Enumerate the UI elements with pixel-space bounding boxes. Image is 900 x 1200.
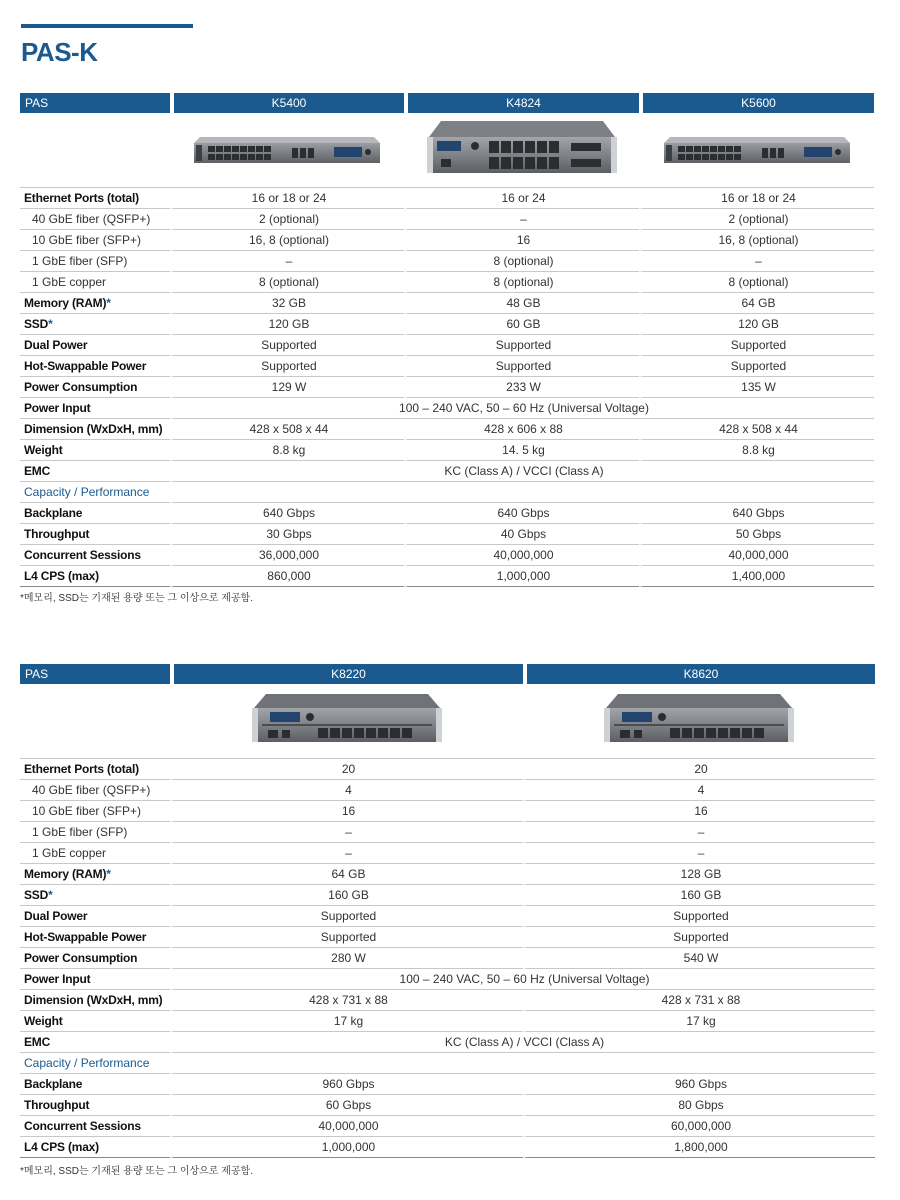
row-label [20, 780, 170, 801]
value-cell: 160 GB [523, 885, 875, 906]
value-cell: 16 or 18 or 24 [639, 188, 874, 209]
row-label-text: 1 GbE copper [32, 846, 107, 860]
row-label [20, 314, 170, 335]
value-cell: 48 GB [404, 293, 639, 314]
row-label [20, 990, 170, 1011]
row-label [20, 503, 170, 524]
value-cell: Supported [523, 906, 875, 927]
row-label [20, 801, 170, 822]
row-label-text: Concurrent Sessions [24, 1119, 141, 1133]
value-cell: 860,000 [170, 566, 404, 587]
value-cell: 20 [170, 759, 523, 780]
row-label [20, 1011, 170, 1032]
value-cell: 16, 8 (optional) [170, 230, 404, 251]
value-cell: 60 GB [404, 314, 639, 335]
spec-row-ssd [20, 885, 875, 906]
value-cell: 8 (optional) [639, 272, 874, 293]
spec-row-memory-ram [20, 293, 874, 314]
value-cell: – [170, 822, 523, 843]
row-label-text: Dual Power [24, 338, 88, 352]
row-label-text: L4 CPS (max) [24, 569, 99, 583]
row-label [20, 209, 170, 230]
footnote-marker: * [48, 317, 53, 331]
rack-server-1u-image [194, 131, 380, 167]
spec-row-throughput [20, 1095, 875, 1116]
value-cell: – [170, 843, 523, 864]
spec-row-dual-power [20, 335, 874, 356]
row-label-text: Dual Power [24, 909, 88, 923]
row-label-text: EMC [24, 464, 51, 478]
row-label-text: Weight [24, 1014, 63, 1028]
value-cell: 120 GB [170, 314, 404, 335]
value-cell: 40,000,000 [404, 545, 639, 566]
value-cell: Supported [170, 356, 404, 377]
merged-value-cell: 100 – 240 VAC, 50 – 60 Hz (Universal Voltage) [170, 398, 874, 419]
value-cell: 2 (optional) [170, 209, 404, 230]
footnote: *메모리, SSD는 기재된 용량 또는 그 이상으로 제공함. [20, 593, 253, 604]
section-header-row [20, 482, 874, 503]
row-label [20, 335, 170, 356]
spec-row-1-gbe-fiber-sfp [20, 251, 874, 272]
value-cell: 8 (optional) [404, 272, 639, 293]
value-cell: 32 GB [170, 293, 404, 314]
row-label [20, 927, 170, 948]
value-cell: 20 [523, 759, 875, 780]
value-cell: 8 (optional) [170, 272, 404, 293]
product-image-k8220 [170, 684, 523, 759]
value-cell: 40 Gbps [404, 524, 639, 545]
value-cell: Supported [170, 906, 523, 927]
spec-row-backplane [20, 1074, 875, 1095]
spec-row-l4-cps-max [20, 566, 874, 587]
row-label [20, 188, 170, 209]
value-cell: 160 GB [170, 885, 523, 906]
row-label-text: EMC [24, 1035, 51, 1049]
spec-row-power-consumption [20, 377, 874, 398]
value-cell: 960 Gbps [170, 1074, 523, 1095]
row-label-text: Power Input [24, 401, 91, 415]
row-label [20, 1032, 170, 1053]
value-cell: 80 Gbps [523, 1095, 875, 1116]
spec-row-hot-swappable-power [20, 927, 875, 948]
row-label [20, 1116, 170, 1137]
row-label [20, 293, 170, 314]
table-header-row [20, 93, 874, 113]
value-cell: 16, 8 (optional) [639, 230, 874, 251]
section-spacer-cell [170, 1053, 875, 1074]
value-cell: – [404, 209, 639, 230]
product-image-k5400 [170, 113, 404, 188]
value-cell: 233 W [404, 377, 639, 398]
row-label [20, 566, 170, 587]
value-cell: – [523, 843, 875, 864]
spec-row-power-input [20, 969, 875, 990]
footnote-marker: * [106, 296, 111, 310]
row-label-text: Power Consumption [24, 951, 138, 965]
spec-row-10-gbe-fiber-sfp [20, 801, 875, 822]
value-cell: 280 W [170, 948, 523, 969]
page-title: PAS-K [21, 37, 98, 67]
rack-server-2u-image [427, 119, 617, 179]
value-cell: 2 (optional) [639, 209, 874, 230]
row-label-text: Memory (RAM) [24, 867, 107, 881]
row-label-text: 1 GbE fiber (SFP) [32, 254, 128, 268]
product-image-k8620 [523, 684, 875, 759]
row-label [20, 356, 170, 377]
spec-row-backplane [20, 503, 874, 524]
spec-row-1-gbe-fiber-sfp [20, 822, 875, 843]
row-label-text: SSD [24, 888, 49, 902]
footnote-marker: * [106, 867, 111, 881]
spec-row-ssd [20, 314, 874, 335]
model-header-k8620: K8620 [523, 664, 875, 684]
table-header-row [20, 664, 875, 684]
value-cell: 129 W [170, 377, 404, 398]
value-cell: Supported [404, 356, 639, 377]
spec-row-dual-power [20, 906, 875, 927]
value-cell: 135 W [639, 377, 874, 398]
row-label-text: Memory (RAM) [24, 296, 107, 310]
product-image-row [20, 113, 874, 188]
row-label-text: 10 GbE fiber (SFP+) [32, 233, 142, 247]
value-cell: Supported [170, 335, 404, 356]
value-cell: 17 kg [523, 1011, 875, 1032]
value-cell: 4 [170, 780, 523, 801]
row-label-text: Capacity / Performance [24, 485, 150, 499]
model-header-k8220: K8220 [170, 664, 523, 684]
spec-row-dimension-wxdxh-mm [20, 419, 874, 440]
value-cell: 1,800,000 [523, 1137, 875, 1158]
spec-row-power-consumption [20, 948, 875, 969]
model-header-k5600: K5600 [639, 93, 874, 113]
merged-value-cell: KC (Class A) / VCCI (Class A) [170, 461, 874, 482]
spec-row-ethernet-ports-total [20, 188, 874, 209]
row-label-text: Backplane [24, 1077, 83, 1091]
row-label-text: 40 GbE fiber (QSFP+) [32, 212, 151, 226]
row-label [20, 969, 170, 990]
row-label-text: SSD [24, 317, 49, 331]
row-label [20, 948, 170, 969]
value-cell: 540 W [523, 948, 875, 969]
spec-row-emc [20, 1032, 875, 1053]
value-cell: Supported [639, 356, 874, 377]
model-header-k4824: K4824 [404, 93, 639, 113]
spec-table-1 [20, 93, 874, 587]
value-cell: 640 Gbps [170, 503, 404, 524]
spec-row-l4-cps-max [20, 1137, 875, 1158]
value-cell: 428 x 508 x 44 [170, 419, 404, 440]
row-label [20, 398, 170, 419]
row-label [20, 440, 170, 461]
value-cell: 640 Gbps [404, 503, 639, 524]
value-cell: – [170, 251, 404, 272]
spec-row-emc [20, 461, 874, 482]
row-label [20, 524, 170, 545]
rack-server-2u-image [604, 692, 794, 748]
value-cell: 60,000,000 [523, 1116, 875, 1137]
header-label: PAS [20, 93, 170, 113]
spec-table-2 [20, 664, 875, 1158]
value-cell: 40,000,000 [170, 1116, 523, 1137]
value-cell: 60 Gbps [170, 1095, 523, 1116]
row-label-text: 1 GbE copper [32, 275, 107, 289]
row-label [20, 906, 170, 927]
spec-row-concurrent-sessions [20, 1116, 875, 1137]
spec-row-concurrent-sessions [20, 545, 874, 566]
section-header-row [20, 1053, 875, 1074]
spec-row-1-gbe-copper [20, 272, 874, 293]
product-image-k4824 [404, 113, 639, 188]
spec-row-40-gbe-fiber-qsfp [20, 209, 874, 230]
row-label [20, 461, 170, 482]
rack-server-2u-image [252, 692, 442, 748]
row-label-text: Ethernet Ports (total) [24, 191, 139, 205]
value-cell: 16 [404, 230, 639, 251]
value-cell: Supported [170, 927, 523, 948]
value-cell: 8.8 kg [170, 440, 404, 461]
spec-row-power-input [20, 398, 874, 419]
row-label [20, 885, 170, 906]
footnote: *메모리, SSD는 기재된 용량 또는 그 이상으로 제공함. [20, 1166, 253, 1177]
spec-row-weight [20, 440, 874, 461]
value-cell: 8.8 kg [639, 440, 874, 461]
value-cell: 16 or 18 or 24 [170, 188, 404, 209]
value-cell: 64 GB [639, 293, 874, 314]
row-label [20, 545, 170, 566]
row-label [20, 251, 170, 272]
value-cell: 1,400,000 [639, 566, 874, 587]
row-label [20, 419, 170, 440]
row-label-text: Hot-Swappable Power [24, 359, 147, 373]
row-label [20, 759, 170, 780]
product-image-k5600 [639, 113, 874, 188]
row-label-text: Hot-Swappable Power [24, 930, 147, 944]
row-label-text: Dimension (WxDxH, mm) [24, 422, 163, 436]
value-cell: 428 x 508 x 44 [639, 419, 874, 440]
image-label-cell [20, 113, 170, 188]
spec-row-dimension-wxdxh-mm [20, 990, 875, 1011]
footnote-marker: * [48, 888, 53, 902]
spec-row-10-gbe-fiber-sfp [20, 230, 874, 251]
header-label: PAS [20, 664, 170, 684]
section-label [20, 482, 170, 503]
value-cell: 428 x 731 x 88 [523, 990, 875, 1011]
row-label-text: Power Input [24, 972, 91, 986]
row-label-text: Dimension (WxDxH, mm) [24, 993, 163, 1007]
spec-rows [20, 759, 875, 1158]
row-label-text: 1 GbE fiber (SFP) [32, 825, 128, 839]
model-header-k5400: K5400 [170, 93, 404, 113]
section-spacer-cell [170, 482, 874, 503]
row-label [20, 843, 170, 864]
value-cell: 17 kg [170, 1011, 523, 1032]
row-label-text: L4 CPS (max) [24, 1140, 99, 1154]
row-label [20, 1137, 170, 1158]
spec-row-memory-ram [20, 864, 875, 885]
section-label [20, 1053, 170, 1074]
value-cell: 4 [523, 780, 875, 801]
row-label-text: 10 GbE fiber (SFP+) [32, 804, 142, 818]
row-label [20, 864, 170, 885]
row-label [20, 822, 170, 843]
image-label-cell [20, 684, 170, 759]
value-cell: 1,000,000 [404, 566, 639, 587]
spec-row-ethernet-ports-total [20, 759, 875, 780]
spec-rows [20, 188, 874, 587]
rack-server-1u-image [664, 131, 850, 167]
value-cell: 640 Gbps [639, 503, 874, 524]
row-label-text: Concurrent Sessions [24, 548, 141, 562]
value-cell: – [523, 822, 875, 843]
spec-row-weight [20, 1011, 875, 1032]
value-cell: 1,000,000 [170, 1137, 523, 1158]
row-label [20, 1074, 170, 1095]
row-label [20, 230, 170, 251]
value-cell: 8 (optional) [404, 251, 639, 272]
value-cell: 64 GB [170, 864, 523, 885]
value-cell: 40,000,000 [639, 545, 874, 566]
row-label-text: Capacity / Performance [24, 1056, 150, 1070]
value-cell: 16 [170, 801, 523, 822]
value-cell: 128 GB [523, 864, 875, 885]
spec-row-40-gbe-fiber-qsfp [20, 780, 875, 801]
value-cell: Supported [523, 927, 875, 948]
value-cell: 428 x 731 x 88 [170, 990, 523, 1011]
top-accent-rule [21, 24, 193, 28]
value-cell: 16 or 24 [404, 188, 639, 209]
value-cell: 120 GB [639, 314, 874, 335]
row-label-text: Power Consumption [24, 380, 138, 394]
spec-row-1-gbe-copper [20, 843, 875, 864]
row-label [20, 377, 170, 398]
row-label-text: 40 GbE fiber (QSFP+) [32, 783, 151, 797]
value-cell: 428 x 606 x 88 [404, 419, 639, 440]
row-label-text: Ethernet Ports (total) [24, 762, 139, 776]
row-label-text: Backplane [24, 506, 83, 520]
value-cell: 36,000,000 [170, 545, 404, 566]
value-cell: 16 [523, 801, 875, 822]
merged-value-cell: 100 – 240 VAC, 50 – 60 Hz (Universal Voltage) [170, 969, 875, 990]
product-image-row [20, 684, 875, 759]
value-cell: 30 Gbps [170, 524, 404, 545]
row-label [20, 272, 170, 293]
row-label-text: Weight [24, 443, 63, 457]
row-label-text: Throughput [24, 527, 90, 541]
row-label [20, 1095, 170, 1116]
value-cell: – [639, 251, 874, 272]
value-cell: 14. 5 kg [404, 440, 639, 461]
value-cell: 960 Gbps [523, 1074, 875, 1095]
spec-row-hot-swappable-power [20, 356, 874, 377]
value-cell: Supported [404, 335, 639, 356]
value-cell: 50 Gbps [639, 524, 874, 545]
row-label-text: Throughput [24, 1098, 90, 1112]
spec-row-throughput [20, 524, 874, 545]
merged-value-cell: KC (Class A) / VCCI (Class A) [170, 1032, 875, 1053]
value-cell: Supported [639, 335, 874, 356]
